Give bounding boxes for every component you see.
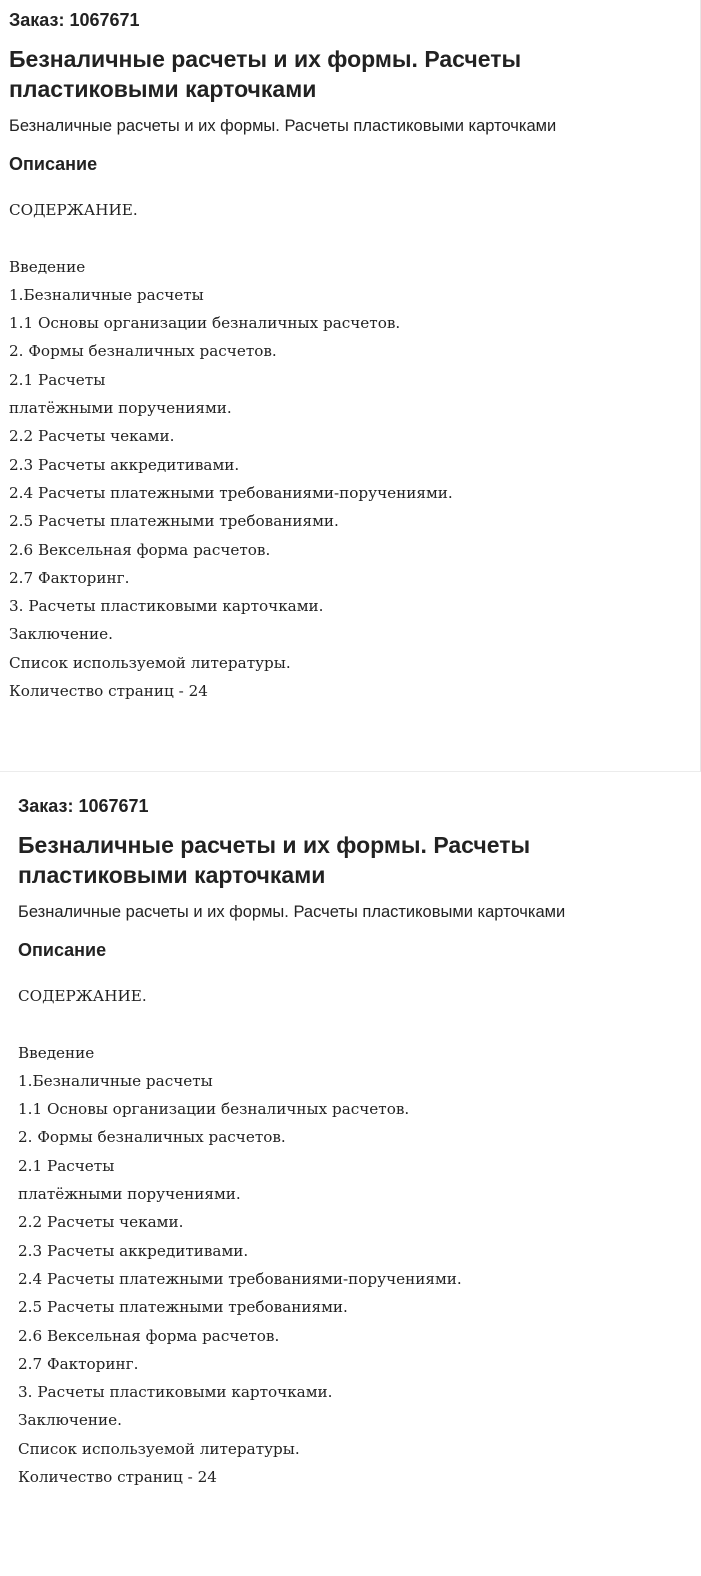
description-line: 1.1 Основы организации безналичных расчетов. [18,1100,410,1119]
description-line: 2.3 Расчеты аккредитивами. [18,1241,249,1260]
description-line: Заключение. [9,625,113,644]
order-card-2 [0,786,701,1556]
description-line-blank [9,224,690,252]
description-line: 2.1 Расчеты [18,1156,115,1175]
description-heading: Описание [18,940,107,960]
description-line: Введение [9,257,86,276]
description-line: 3. Расчеты пластиковыми карточками. [18,1383,333,1402]
order-number: Заказ: 1067671 [18,796,149,816]
description-line: 2.7 Факторинг. [18,1354,139,1373]
description-line: 2.6 Вексельная форма расчетов. [18,1326,280,1345]
description-line: Введение [18,1043,95,1062]
order-subtitle: Безналичные расчеты и их формы. Расчеты пластиковыми карточками [18,903,566,921]
order-card-1 [0,0,701,772]
description-line: 2. Формы безналичных расчетов. [18,1128,286,1147]
description-line: Список используемой литературы. [18,1439,300,1458]
description-line: СОДЕРЖАНИЕ. [18,987,147,1005]
description-line: Список используемой литературы. [9,653,291,672]
description-line: 2.4 Расчеты платежными требованиями-поручениями. [9,483,453,502]
description-contents [9,196,690,705]
order-number: Заказ: 1067671 [9,10,140,30]
description-line: 2.5 Расчеты платежными требованиями. [18,1298,348,1317]
description-line: 2.2 Расчеты чеками. [9,427,175,446]
description-line-blank [18,1010,691,1038]
description-line: Количество страниц - 24 [18,1468,217,1487]
order-title: Безналичные расчеты и их формы. Расчеты пластиковыми карточками [9,46,522,102]
description-line: 1.Безналичные расчеты [18,1071,213,1090]
order-subtitle: Безналичные расчеты и их формы. Расчеты пластиковыми карточками [9,117,557,135]
description-line: платёжными поручениями. [18,1185,241,1204]
description-line: СОДЕРЖАНИЕ. [9,201,138,219]
description-line: Количество страниц - 24 [9,682,208,701]
description-line: 3. Расчеты пластиковыми карточками. [9,597,324,616]
order-title: Безналичные расчеты и их формы. Расчеты пластиковыми карточками [18,832,531,888]
description-line: 2.6 Вексельная форма расчетов. [9,540,271,559]
description-heading: Описание [9,154,98,174]
description-line: 2.7 Факторинг. [9,568,130,587]
description-contents [18,982,691,1491]
description-line: 2.5 Расчеты платежными требованиями. [9,512,339,531]
description-line: 2.4 Расчеты платежными требованиями-поручениями. [18,1269,462,1288]
description-line: 2.1 Расчеты [9,370,106,389]
description-line: 2.3 Расчеты аккредитивами. [9,455,240,474]
description-line: платёжными поручениями. [9,399,232,418]
description-line: 2.2 Расчеты чеками. [18,1213,184,1232]
description-line: Заключение. [18,1411,122,1430]
description-line: 1.Безналичные расчеты [9,285,204,304]
description-line: 2. Формы безналичных расчетов. [9,342,277,361]
description-line: 1.1 Основы организации безналичных расчетов. [9,314,401,333]
